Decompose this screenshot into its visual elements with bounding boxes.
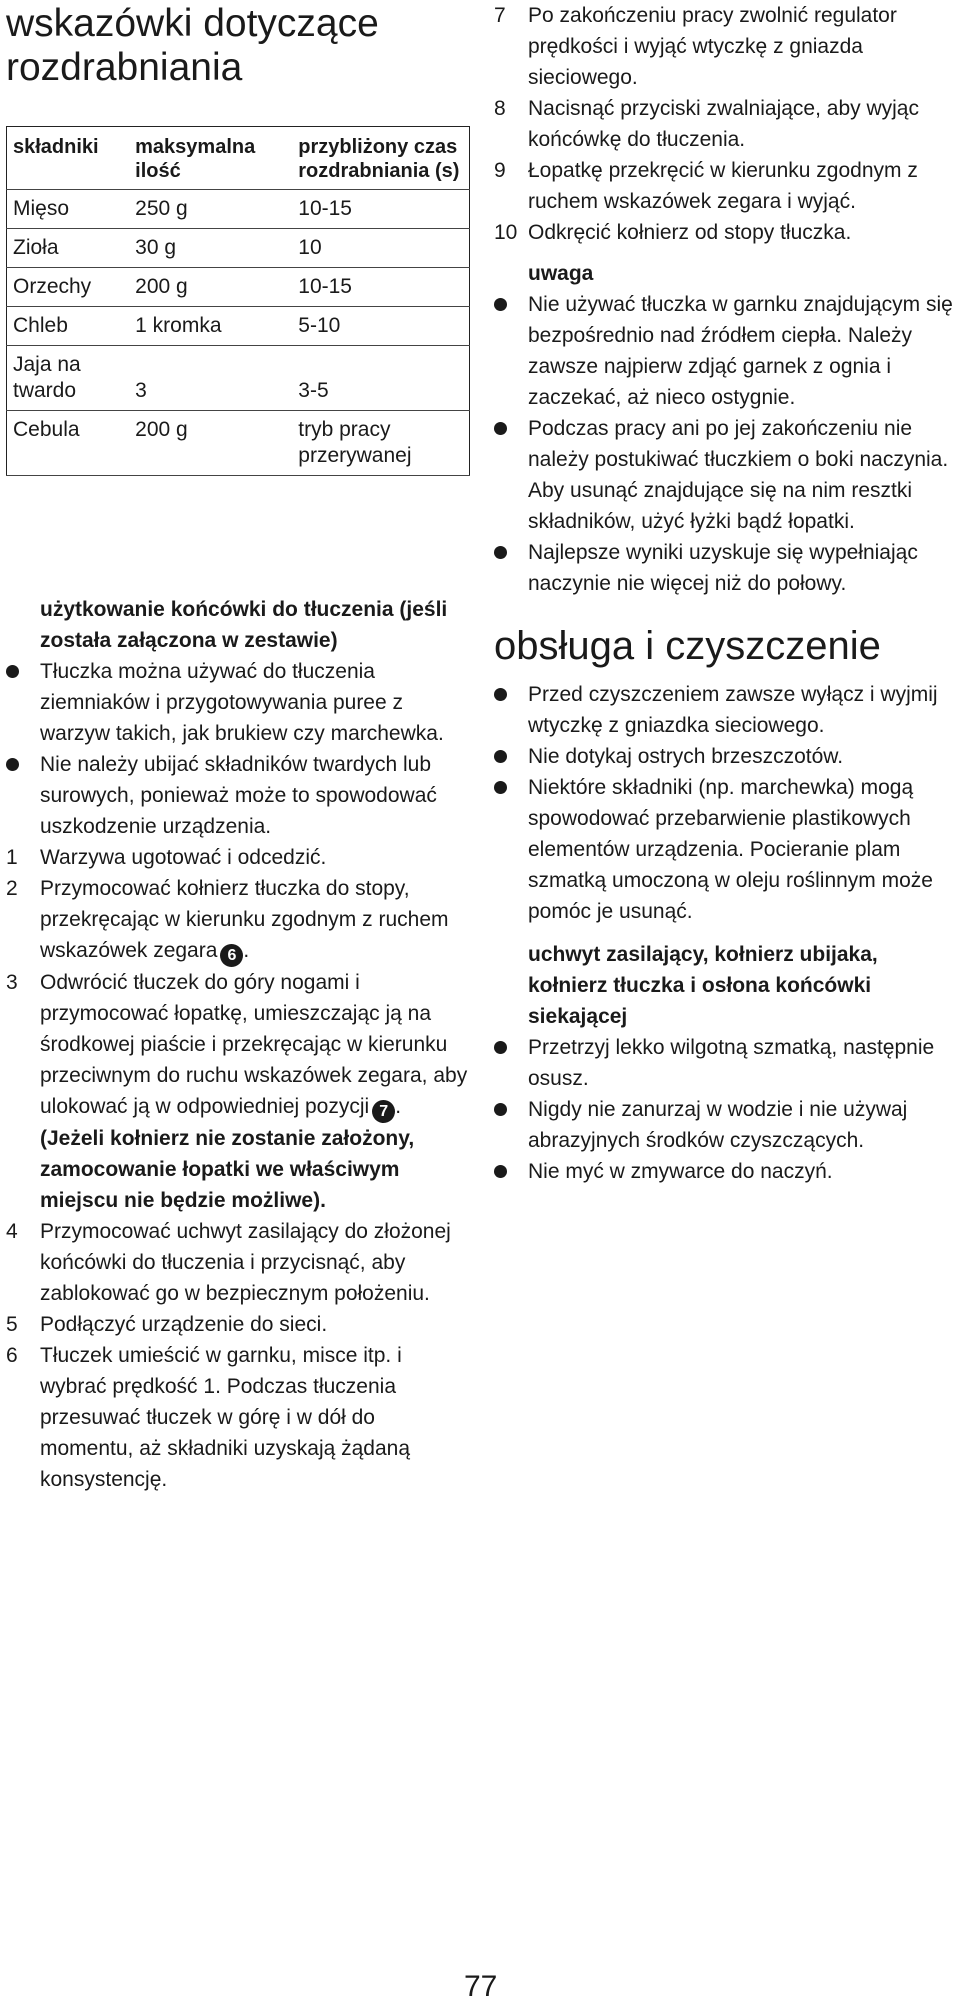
step-item xyxy=(6,967,468,1216)
bullet-text: Niektóre składniki (np. marchewka) mogą spowodować przebarwienie plastikowych elementów urządzenia. Pocieranie plam szmatką umoczoną w oleju roślinnym może pomóc je usunąć. xyxy=(528,776,933,923)
processing-table xyxy=(6,126,470,476)
list-item xyxy=(494,413,956,537)
bullet-icon xyxy=(494,1041,507,1054)
bullet-text: Najlepsze wyniki uzyskuje się wypełniając naczynie nie więcej niż do połowy. xyxy=(528,541,918,595)
list-item xyxy=(494,741,956,772)
bullet-icon xyxy=(494,422,507,435)
step-text-end: . xyxy=(395,1095,402,1118)
table-row xyxy=(7,268,470,307)
table-row xyxy=(7,190,470,229)
table-cell: 200 g xyxy=(129,268,292,307)
list-item xyxy=(494,1032,956,1094)
figure-ref-badge: 6 xyxy=(220,944,243,967)
table-row xyxy=(7,411,470,476)
mash-heading: użytkowanie końcówki do tłuczenia (jeśli została załączona w zestawie) xyxy=(40,598,448,652)
bullet-icon xyxy=(494,688,507,701)
cleaning-title: obsługa i czyszczenie xyxy=(494,624,881,668)
cleaning-subheading: uchwyt zasilający, kołnierz ubijaka, kołnierz tłuczka i osłona końcówki siekającej xyxy=(528,943,878,1028)
table-cell: Orzechy xyxy=(7,268,130,307)
table-cell: 10 xyxy=(292,229,469,268)
bullet-icon xyxy=(494,1165,507,1178)
table-cell: 10-15 xyxy=(292,268,469,307)
step-number: 9 xyxy=(494,159,506,182)
step-number: 2 xyxy=(6,877,18,900)
step-number: 5 xyxy=(6,1313,18,1336)
bullet-icon xyxy=(6,758,19,771)
step-item xyxy=(494,93,956,155)
bullet-text: Nie należy ubijać składników twardych lub surowych, ponieważ może to spowodować uszkodzenie urządzenia. xyxy=(40,753,437,838)
left-column xyxy=(6,0,470,1491)
bullet-text: Nie dotykaj ostrych brzeszczotów. xyxy=(528,745,844,768)
step-text: Łopatkę przekręcić w kierunku zgodnym z ruchem wskazówek zegara i wyjąć. xyxy=(528,159,918,213)
step-number: 4 xyxy=(6,1220,18,1243)
list-item xyxy=(494,1156,956,1187)
bullet-icon xyxy=(494,298,507,311)
step-text: Odwrócić tłuczek do góry nogami i przymocować łopatkę, umieszczając ją na środkowej piaście i przekręcając w kierunku przeciwnym do ruchu wskazówek zegara, aby ulokować ją w odpowiedniej pozycji xyxy=(40,971,468,1118)
step-text-end: . xyxy=(243,939,250,962)
table-cell: Jaja na twardo xyxy=(7,346,130,411)
step-item xyxy=(494,0,956,93)
table-cell: 10-15 xyxy=(292,190,469,229)
bullet-text: Nigdy nie zanurzaj w wodzie i nie używaj abrazyjnych środków czyszczących. xyxy=(528,1098,908,1152)
step-text: Tłuczek umieścić w garnku, misce itp. i wybrać prędkość 1. Podczas tłuczenia przesuwać tłuczek w górę i w dół do momentu, aż składniki uzyskają żądaną konsystencję. xyxy=(40,1344,411,1491)
step-item xyxy=(6,1340,468,1495)
bullet-text: Przed czyszczeniem zawsze wyłącz i wyjmij wtyczkę z gniazdka sieciowego. xyxy=(528,683,938,737)
bullet-icon xyxy=(494,781,507,794)
step-text: Odkręcić kołnierz od stopy tłuczka. xyxy=(528,221,852,244)
list-item xyxy=(6,656,468,749)
table-row xyxy=(7,229,470,268)
step-text: Po zakończeniu pracy zwolnić regulator prędkości i wyjąć wtyczkę z gniazda sieciowego. xyxy=(528,4,897,89)
step-text: Przymocować kołnierz tłuczka do stopy, przekręcając w kierunku zgodnym z ruchem wskazówek zegara xyxy=(40,877,449,962)
table-header-row xyxy=(7,127,470,190)
bullet-icon xyxy=(494,750,507,763)
list-item xyxy=(494,679,956,741)
table-cell: 1 kromka xyxy=(129,307,292,346)
table-cell: Cebula xyxy=(7,411,130,476)
bullet-icon xyxy=(494,546,507,559)
table-header: przybliżony czas rozdrabniania (s) xyxy=(292,127,469,190)
table-cell: 30 g xyxy=(129,229,292,268)
list-item xyxy=(6,749,468,842)
step-number: 7 xyxy=(494,4,506,27)
table-cell: Zioła xyxy=(7,229,130,268)
steps-continued xyxy=(494,0,956,1187)
table-cell: tryb pracy przerywanej xyxy=(292,411,469,476)
step-item xyxy=(494,217,956,248)
table-cell: 3 xyxy=(129,346,292,411)
step-number: 6 xyxy=(6,1344,18,1367)
bullet-text: Nie myć w zmywarce do naczyń. xyxy=(528,1160,833,1183)
table-header: składniki xyxy=(7,127,130,190)
step-item xyxy=(6,873,468,967)
list-item xyxy=(494,772,956,927)
step-number: 1 xyxy=(6,846,18,869)
step-text: Warzywa ugotować i odcedzić. xyxy=(40,846,327,869)
list-item xyxy=(494,1094,956,1156)
list-item xyxy=(494,289,956,413)
table-cell: 3-5 xyxy=(292,346,469,411)
bullet-text: Tłuczka można używać do tłuczenia ziemniaków i przygotowywania puree z warzyw takich, jak brukiew czy marchewka. xyxy=(40,660,444,745)
figure-ref-badge: 7 xyxy=(372,1100,395,1123)
step-item xyxy=(6,1216,468,1309)
step-number: 10 xyxy=(494,221,518,244)
table-header: maksymalna ilość xyxy=(129,127,292,190)
step-number: 3 xyxy=(6,971,18,994)
page-number: 77 xyxy=(464,1970,498,2003)
table-cell: Chleb xyxy=(7,307,130,346)
table-row xyxy=(7,307,470,346)
step-warning: (Jeżeli kołnierz nie zostanie założony, zamocowanie łopatki we właściwym miejscu nie będzie możliwe). xyxy=(40,1127,415,1212)
table-cell: 200 g xyxy=(129,411,292,476)
step-number: 8 xyxy=(494,97,506,120)
note-heading: uwaga xyxy=(528,262,594,285)
step-item xyxy=(6,842,468,873)
bullet-text: Nie używać tłuczka w garnku znajdującym się bezpośrednio nad źródłem ciepła. Należy zawsze najpierw zdjąć garnek z ognia i zaczekać, aż nieco ostygnie. xyxy=(528,293,953,409)
table-cell: 250 g xyxy=(129,190,292,229)
bullet-text: Przetrzyj lekko wilgotną szmatką, następnie osusz. xyxy=(528,1036,935,1090)
step-text: Podłączyć urządzenie do sieci. xyxy=(40,1313,328,1336)
mash-section xyxy=(6,594,468,1495)
page-title: wskazówki dotyczące rozdrabniania xyxy=(6,2,379,89)
table-cell: 5-10 xyxy=(292,307,469,346)
bullet-icon xyxy=(6,665,19,678)
table-cell: Mięso xyxy=(7,190,130,229)
bullet-text: Podczas pracy ani po jej zakończeniu nie należy postukiwać tłuczkiem o boki naczynia. Aby usunąć znajdujące się na nim resztki składników, użyć łyżki bądź łopatki. xyxy=(528,417,949,533)
step-text: Przymocować uchwyt zasilający do złożonej końcówki do tłuczenia i przycisnąć, aby zablokować go w bezpiecznym położeniu. xyxy=(40,1220,451,1305)
table-row xyxy=(7,346,470,411)
list-item xyxy=(494,537,956,599)
step-item xyxy=(494,155,956,217)
bullet-icon xyxy=(494,1103,507,1116)
step-item xyxy=(6,1309,468,1340)
step-text: Nacisnąć przyciski zwalniające, aby wyjąc końcówkę do tłuczenia. xyxy=(528,97,919,151)
